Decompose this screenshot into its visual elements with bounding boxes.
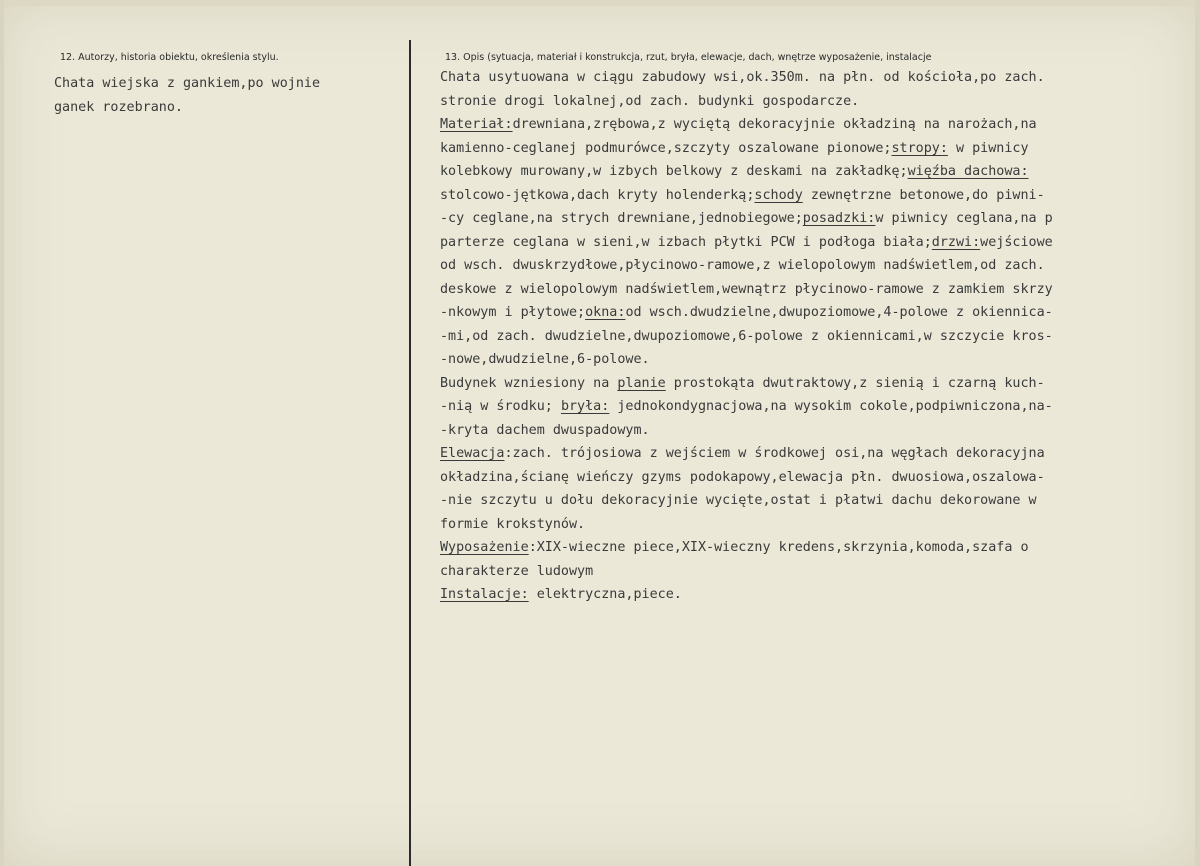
- text-run: w piwnicy: [947, 140, 1029, 156]
- text-run: parterze ceglana w sieni,w izbach płytki PCW i podłoga biała;: [440, 234, 932, 250]
- text-run: deskowe z wielopolowym nadświetlem,wewnątrz płycinowo-ramowe z zamkiem skrzy: [440, 281, 1053, 297]
- text-run: okładzina,ścianę wieńczy gzyms podokapowy,elewacja płn. dwuosiowa,oszalowa-: [440, 469, 1045, 485]
- text-run: formie krokstynów.: [440, 516, 586, 532]
- text-run: -nkowym i płytowe;: [440, 305, 586, 320]
- text-run: -mi,od zach. dwudzielne,dwupoziomowe,6-polowe z okiennicami,w szczycie kros-: [440, 328, 1053, 344]
- field-label: planie: [617, 375, 666, 391]
- field-label: Wyposażenie: [440, 540, 529, 555]
- section-13-line: [440, 137, 1053, 161]
- text-run: zewnętrzne betonowe,do piwni-: [802, 187, 1045, 203]
- section-13-line: [440, 278, 1053, 302]
- section-13-line: [440, 301, 1053, 325]
- text-run: Budynek wzniesiony na: [440, 375, 618, 391]
- text-run: -cy ceglane,na strych drewniane,jednobiegowe;: [440, 211, 803, 226]
- field-label: więźba dachowa:: [907, 164, 1029, 179]
- section-13-line: [440, 395, 1053, 419]
- field-label: Elewacja: [440, 446, 505, 461]
- text-run: wejściowe: [980, 234, 1053, 250]
- text-run: -nią w środku;: [440, 399, 561, 414]
- section-13-line: [440, 66, 1053, 90]
- text-run: :XIX-wieczne piece,XIX-wieczny kredens,skrzynia,komoda,szafa o: [528, 540, 1029, 555]
- section-13-line: [440, 113, 1053, 137]
- field-label: drzwi:: [931, 234, 981, 250]
- text-run: jednokondygnacjowa,na wysokim cokole,podpiwniczona,na-: [609, 399, 1053, 414]
- section-13-line: [440, 442, 1053, 466]
- text-run: w piwnicy ceglana,na p: [875, 211, 1053, 226]
- section-13-line: [440, 231, 1053, 255]
- text-run: kamienno-ceglanej podmurówce,szczyty oszalowane pionowe;: [440, 140, 892, 156]
- text-run: -nie szczytu u dołu dekoracyjnie wycięte,ostat i płatwi dachu dekorowane w: [440, 493, 1037, 508]
- section-13-line: [440, 348, 1053, 372]
- section-13-line: [440, 184, 1053, 208]
- section-13-line: [440, 536, 1053, 560]
- section-13-heading: 13. Opis (sytuacja, materiał i konstrukcja, rzut, bryła, elewacje, dach, wnętrze wyposażenie, instalacje: [445, 52, 932, 63]
- text-run: :zach. trójosiowa z wejściem w środkowej osi,na węgłach dekoracyjna: [504, 446, 1045, 461]
- section-13-line: [440, 207, 1053, 231]
- text-run: kolebkowy murowany,w izbych belkowy z deskami na zakładkę;: [440, 164, 908, 179]
- text-run: drewniana,zrębowa,z wyciętą dekoracyjnie okładziną na narożach,na: [512, 117, 1037, 132]
- section-13-line: [440, 489, 1053, 513]
- section-13-line: [440, 325, 1053, 349]
- field-label: bryła:: [560, 399, 610, 414]
- card-right-edge: [1195, 0, 1199, 866]
- section-12-heading: 12. Autorzy, historia obiektu, określenia stylu.: [60, 52, 279, 63]
- section-13-line: [440, 90, 1053, 114]
- section-13-line: [440, 466, 1053, 490]
- section-13-text: [440, 66, 1053, 607]
- field-label: Materiał:: [440, 117, 513, 132]
- section-12-line: ganek rozebrano.: [54, 99, 183, 115]
- text-run: charakterze ludowym: [440, 563, 594, 579]
- text-run: stronie drogi lokalnej,od zach. budynki gospodarcze.: [440, 93, 860, 109]
- section-13-line: [440, 419, 1053, 443]
- text-run: stolcowo-jętkowa,dach kryty holenderką;: [440, 187, 755, 203]
- text-run: prostokąta dwutraktowy,z sienią i czarną kuch-: [665, 375, 1045, 391]
- section-13-line: [440, 560, 1053, 584]
- text-run: -kryta dachem dwuspadowym.: [440, 422, 650, 438]
- section-13-line: [440, 160, 1053, 184]
- field-label: posadzki:: [802, 211, 876, 226]
- card-left-edge: [0, 0, 4, 866]
- field-label: schody: [754, 187, 803, 203]
- field-label: Instalacje:: [440, 587, 529, 602]
- text-run: Chata usytuowana w ciągu zabudowy wsi,ok.350m. na płn. od kościoła,po zach.: [440, 70, 1045, 85]
- section-12-line: Chata wiejska z gankiem,po wojnie: [54, 76, 321, 91]
- section-13-line: [440, 513, 1053, 537]
- text-run: elektryczna,piece.: [528, 587, 682, 602]
- section-13-line: [440, 372, 1053, 396]
- section-12-text: [54, 72, 320, 119]
- card-top-edge: [0, 0, 1199, 6]
- text-run: -nowe,dwudzielne,6-polowe.: [440, 352, 650, 367]
- section-13-line: [440, 254, 1053, 278]
- text-run: od wsch.dwudzielne,dwupoziomowe,4-polowe z okiennica-: [625, 305, 1053, 320]
- column-divider: [409, 40, 411, 866]
- section-13-line: [440, 583, 1053, 607]
- field-label: okna:: [585, 305, 626, 320]
- text-run: od wsch. dwuskrzydłowe,płycinowo-ramowe,z wielopolowym nadświetlem,od zach.: [440, 258, 1045, 273]
- field-label: stropy:: [891, 140, 948, 156]
